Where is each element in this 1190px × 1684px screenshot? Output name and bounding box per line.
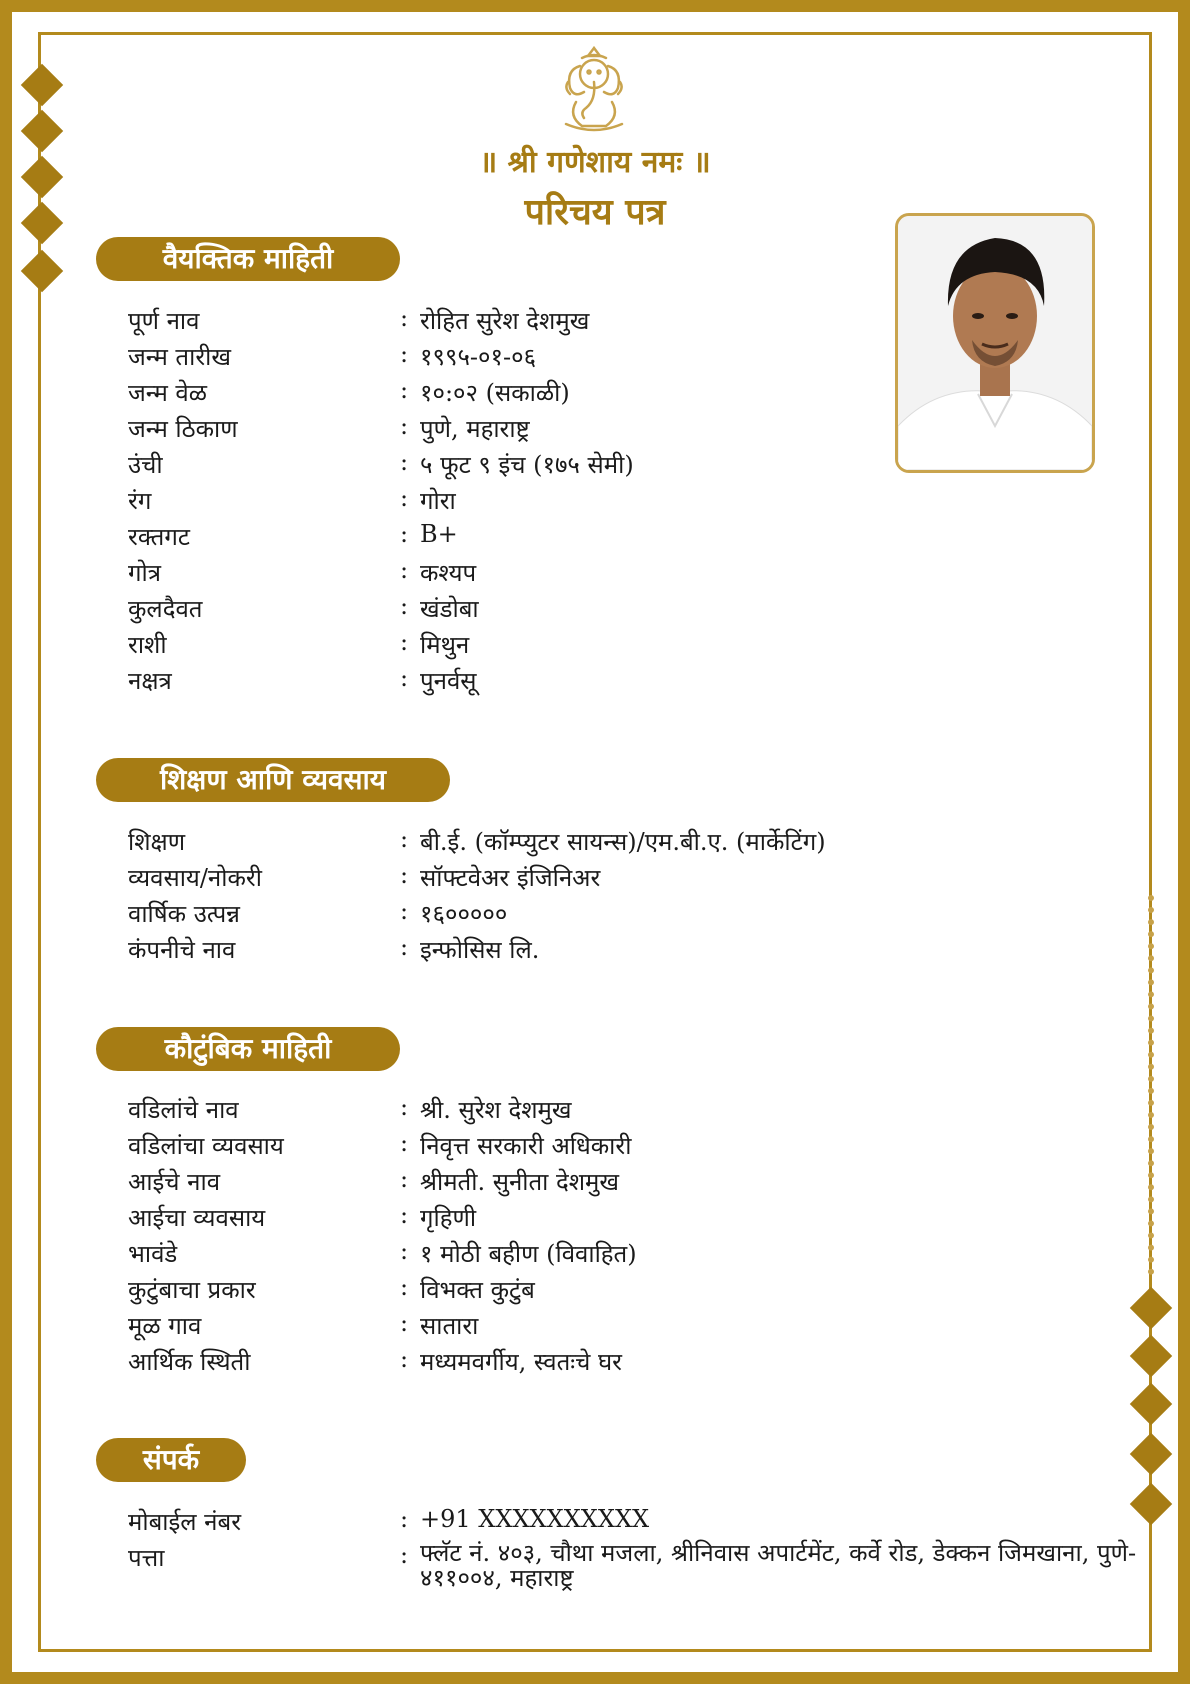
field-label: पत्ता xyxy=(128,1544,165,1572)
field-value: खंडोबा xyxy=(420,595,479,623)
field-value: मिथुन xyxy=(420,631,470,659)
section-heading-contact: संपर्क xyxy=(96,1438,246,1482)
field-label: वडिलांचा व्यवसाय xyxy=(128,1132,284,1160)
field-label: शिक्षण xyxy=(128,828,186,856)
field-label: जन्म तारीख xyxy=(128,343,231,371)
field-value: पुनर्वसू xyxy=(420,667,477,695)
field-label: आर्थिक स्थिती xyxy=(128,1348,251,1376)
field-label: वार्षिक उत्पन्न xyxy=(128,900,240,928)
field-value: फ्लॅट नं. ४०३, चौथा मजला, श्रीनिवास अपार्टमेंट, कर्वे रोड, डेक्कन जिमखाना, पुणे- ४११००४, महाराष्ट्र xyxy=(420,1539,1137,1592)
field-label: नक्षत्र xyxy=(128,667,172,695)
field-value: निवृत्त सरकारी अधिकारी xyxy=(420,1132,632,1160)
field-value: रोहित सुरेश देशमुख xyxy=(420,307,590,335)
field-label: कुलदैवत xyxy=(128,595,203,623)
field-label: व्यवसाय/नोकरी xyxy=(128,864,262,892)
field-value: +91 XXXXXXXXXX xyxy=(420,1505,650,1533)
field-value: १६००००० xyxy=(420,900,508,928)
field-value: विभक्त कुटुंब xyxy=(420,1276,535,1304)
field-value: १०:०२ (सकाळी) xyxy=(420,379,570,407)
profile-photo xyxy=(895,213,1095,473)
ganesha-icon xyxy=(550,44,638,134)
field-label: जन्म वेळ xyxy=(128,379,208,407)
field-label: कुटुंबाचा प्रकार xyxy=(128,1276,256,1304)
field-label: जन्म ठिकाण xyxy=(128,415,238,443)
field-label: उंची xyxy=(128,451,163,479)
field-value: १ मोठी बहीण (विवाहित) xyxy=(420,1240,637,1268)
field-label: रंग xyxy=(128,487,152,515)
field-value: श्रीमती. सुनीता देशमुख xyxy=(420,1168,620,1196)
field-value: पुणे, महाराष्ट्र xyxy=(420,415,530,443)
field-value: श्री. सुरेश देशमुख xyxy=(420,1096,572,1124)
field-label: कंपनीचे नाव xyxy=(128,936,236,964)
field-value: ५ फूट ९ इंच (१७५ सेमी) xyxy=(420,451,634,479)
field-value: गृहिणी xyxy=(420,1204,477,1232)
field-value: सॉफ्टवेअर इंजिनिअर xyxy=(420,864,601,892)
field-label: गोत्र xyxy=(128,559,161,587)
dotted-ornament xyxy=(1148,895,1154,1275)
field-value: गोरा xyxy=(420,487,456,515)
field-label: भावंडे xyxy=(128,1240,178,1268)
section-heading-education: शिक्षण आणि व्यवसाय xyxy=(96,758,450,802)
field-value: कश्यप xyxy=(420,559,477,587)
field-label: मोबाईल नंबर xyxy=(128,1508,242,1536)
field-value: बी.ई. (कॉम्प्युटर सायन्स)/एम.बी.ए. (मार्केटिंग) xyxy=(420,828,826,856)
field-label: रक्तगट xyxy=(128,523,190,551)
field-value: १९९५-०१-०६ xyxy=(420,343,537,371)
field-value: B+ xyxy=(420,520,458,548)
field-label: राशी xyxy=(128,631,167,659)
section-heading-family: कौटुंबिक माहिती xyxy=(96,1027,400,1071)
field-label: मूळ गाव xyxy=(128,1312,202,1340)
page-title: परिचय पत्र xyxy=(524,191,666,233)
field-label: पूर्ण नाव xyxy=(128,307,200,335)
field-value: इन्फोसिस लि. xyxy=(420,936,540,964)
field-label: आईचा व्यवसाय xyxy=(128,1204,266,1232)
field-value: मध्यमवर्गीय, स्वतःचे घर xyxy=(420,1348,622,1376)
invocation-text: ॥ श्री गणेशाय नमः ॥ xyxy=(479,145,711,180)
field-label: वडिलांचे नाव xyxy=(128,1096,239,1124)
field-value: सातारा xyxy=(420,1312,479,1340)
field-label: आईचे नाव xyxy=(128,1168,221,1196)
section-heading-personal: वैयक्तिक माहिती xyxy=(96,237,400,281)
